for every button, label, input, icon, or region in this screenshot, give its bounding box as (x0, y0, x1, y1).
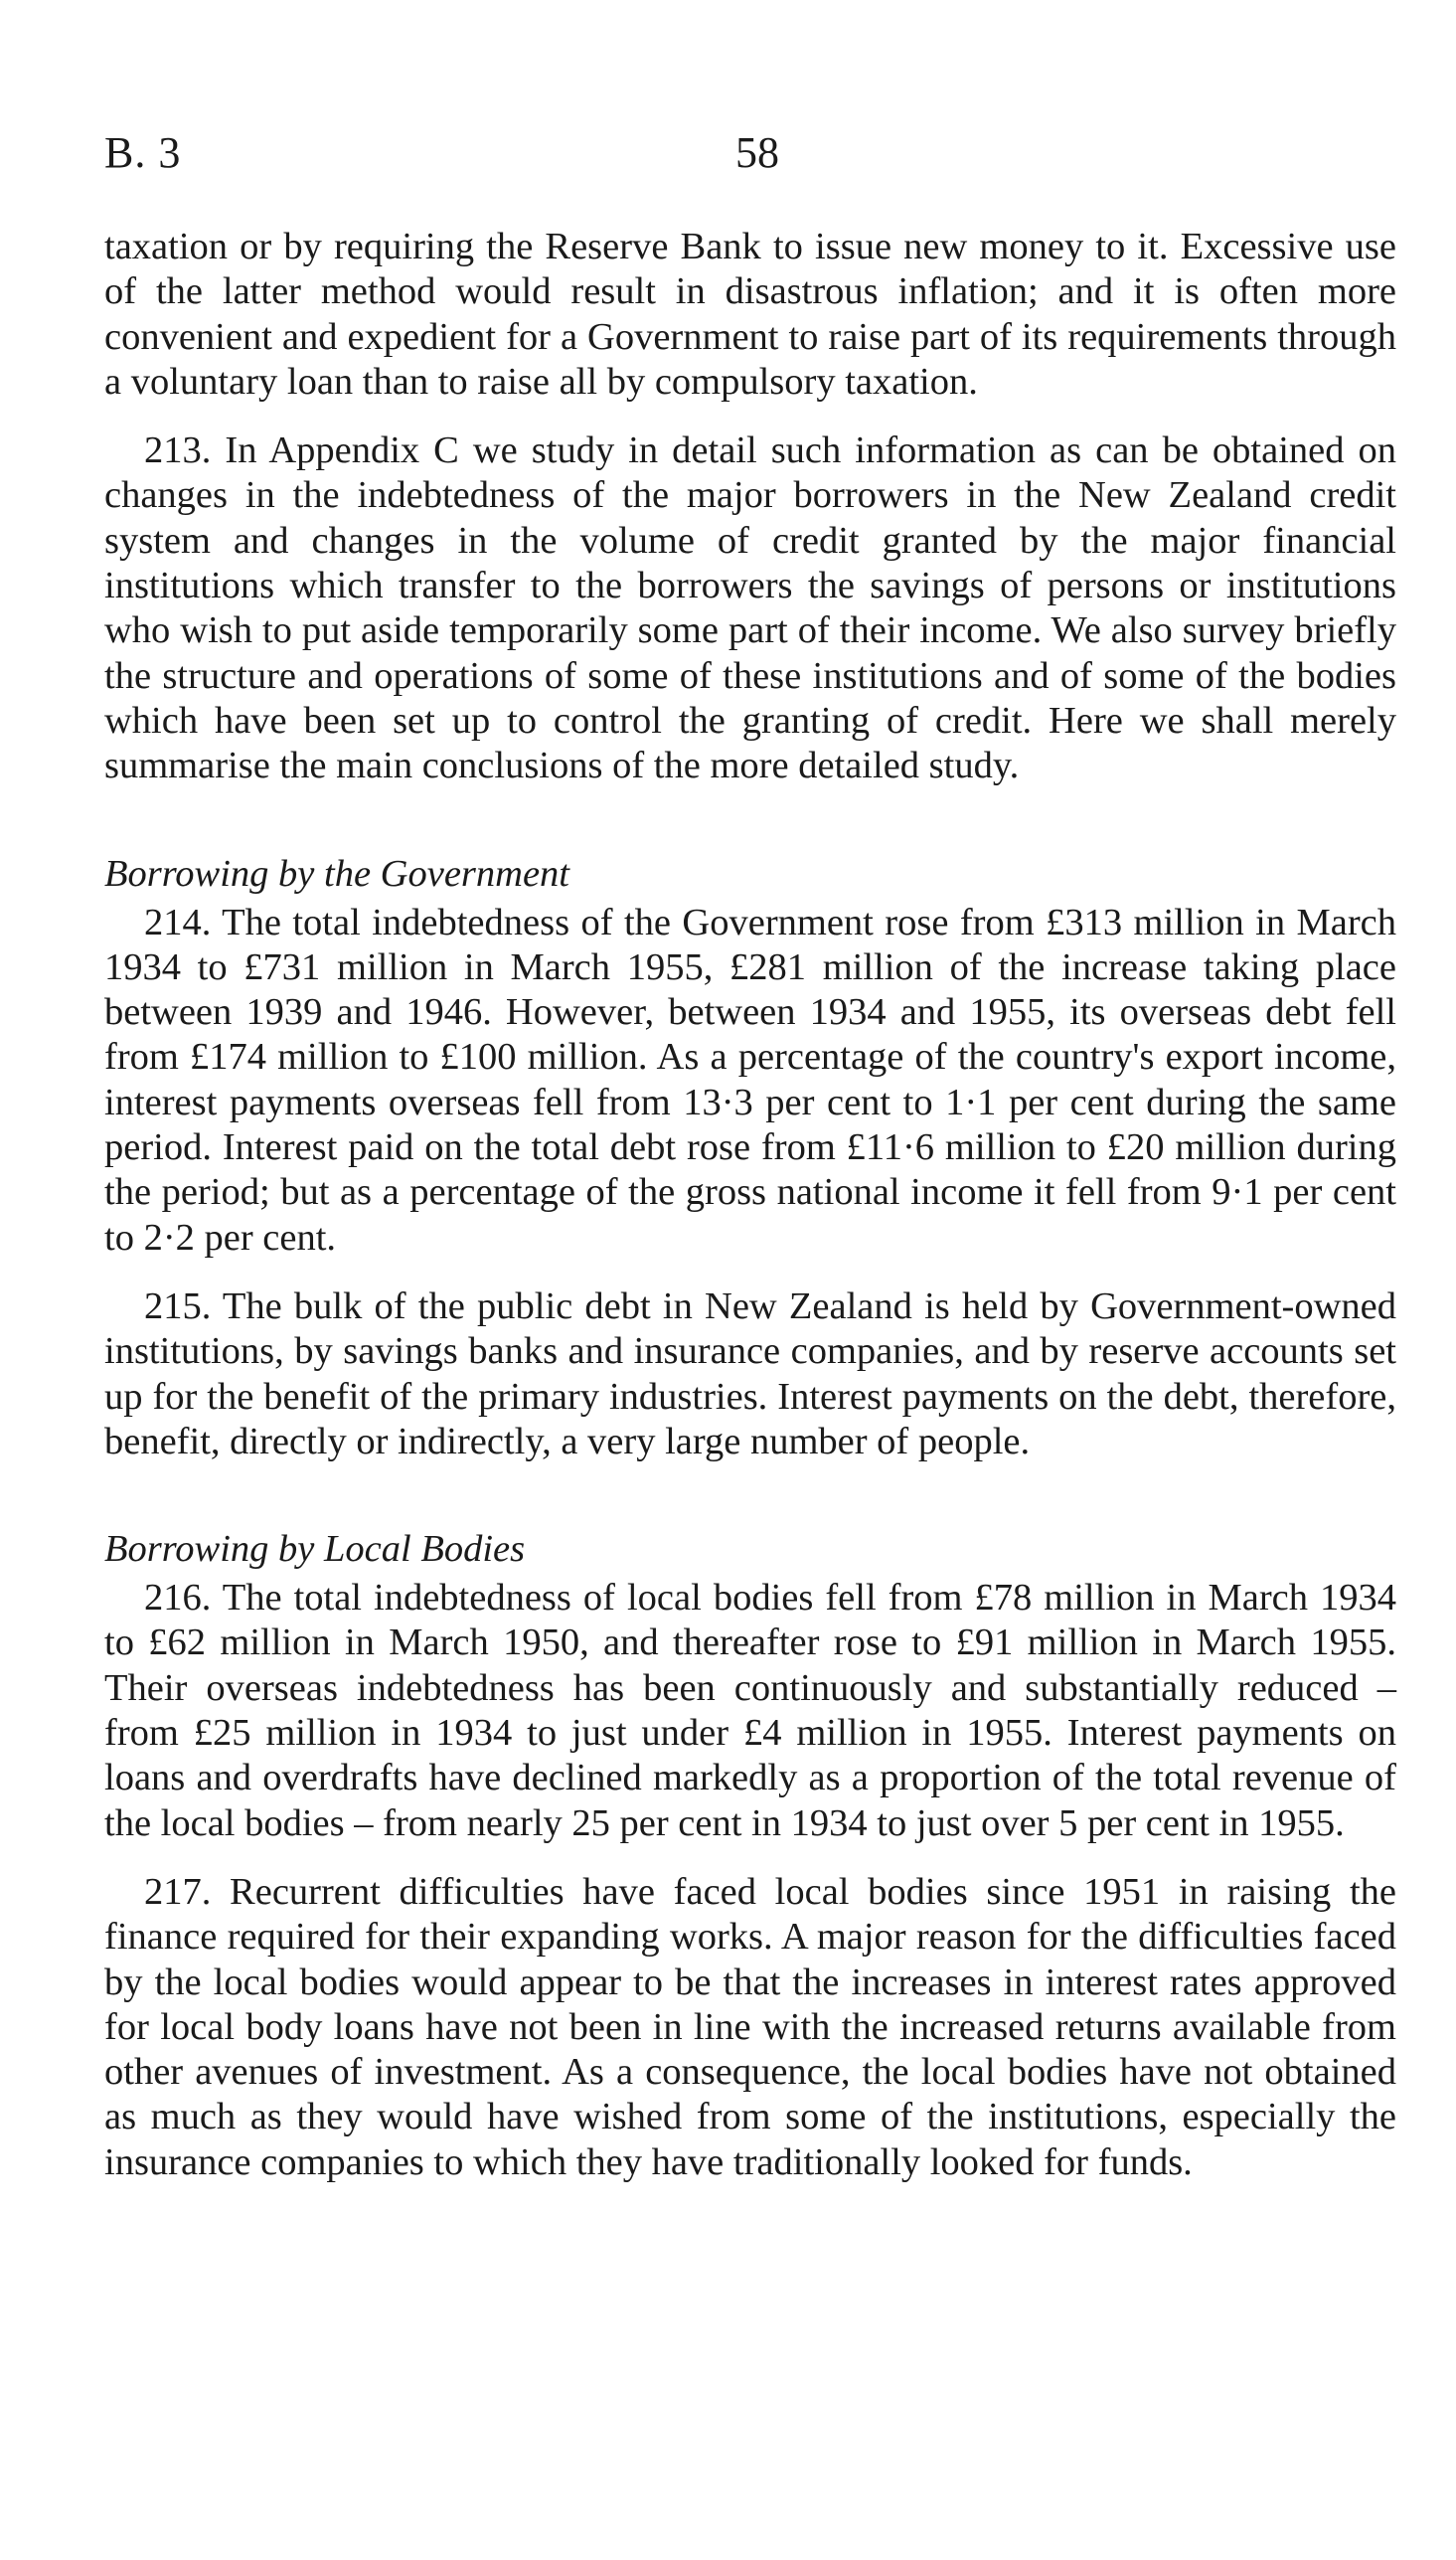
page-number: 58 (735, 128, 779, 177)
spacer (104, 1464, 1396, 1526)
section-heading-local-bodies: Borrowing by Local Bodies (104, 1528, 526, 1571)
paragraph-213: 213. In Appendix C we study in detail such information as can be obtained on changes in the indebtedness of the major borrowers in the New Zealand credit system and changes in the volume of credit granted by the major financial institutions which transfer to the borrowers the savings of persons or institutions who wish to put aside temporarily some part of their income. We also survey briefly the structure and operations of some of these institutions and of some of the bodies which have been set up to control the granting of credit. Here we shall merely summarise the main conclusions of the more detailed study. (104, 429, 1396, 787)
spacer (104, 1261, 1396, 1284)
document-code: B. 3 (104, 128, 182, 177)
section-heading-government: Borrowing by the Government (104, 852, 569, 895)
paragraph-212-continued: taxation or by requiring the Reserve Bank to issue new money to it. Excessive use of the latter method would result in disastrous inflation; and it is often more convenient and expedient for a Government to raise part of its requirements through a voluntary loan than to raise all by compulsory taxation. (104, 226, 1396, 403)
page-header (0, 127, 1456, 187)
spacer (104, 1846, 1396, 1870)
paragraph-217: 217. Recurrent difficulties have faced local bodies since 1951 in raising the finance required for their expanding works. A major reason for the difficulties faced by the local bodies would appear to be that the increases in interest rates approved for local body loans have not been in line with the increased returns available from other avenues of investment. As a consequence, the local bodies have not obtained as much as they would have wished from some of the institutions, especially the insurance companies to which they have traditionally looked for funds. (104, 1870, 1396, 2183)
spacer (104, 405, 1396, 428)
paragraph-215: 215. The bulk of the public debt in New Zealand is held by Government-owned institutions, by savings banks and insurance companies, and by reserve accounts set up for the benefit of the primary industries. Interest payments on the debt, therefore, benefit, directly or indirectly, a very large number of people. (104, 1284, 1396, 1462)
paragraph-216: 216. The total indebtedness of local bodies fell from £78 million in March 1934 to £62 million in March 1950, and thereafter rose to £91 million in March 1955. Their overseas indebtedness has been continuously and substantially reduced – from £25 million in 1934 to just under £4 million in 1955. Interest payments on loans and overdrafts have declined markedly as a proportion of the total revenue of the local bodies – from nearly 25 per cent in 1934 to just over 5 per cent in 1955. (104, 1577, 1396, 1844)
page-body (104, 225, 1396, 2185)
paragraph-214: 214. The total indebtedness of the Government rose from £313 million in March 1934 to £731 million in March 1955, £281 million of the increase taking place between 1939 and 1946. However, between 1934 and 1955, its overseas debt fell from £174 million to £100 million. As a percentage of the country's export income, interest payments overseas fell from 13·3 per cent to 1·1 per cent during the same period. Interest paid on the total debt rose from £11·6 million to £20 million during the period; but as a percentage of the gross national income it fell from 9·1 per cent to 2·2 per cent. (104, 901, 1396, 1259)
spacer (104, 789, 1396, 851)
